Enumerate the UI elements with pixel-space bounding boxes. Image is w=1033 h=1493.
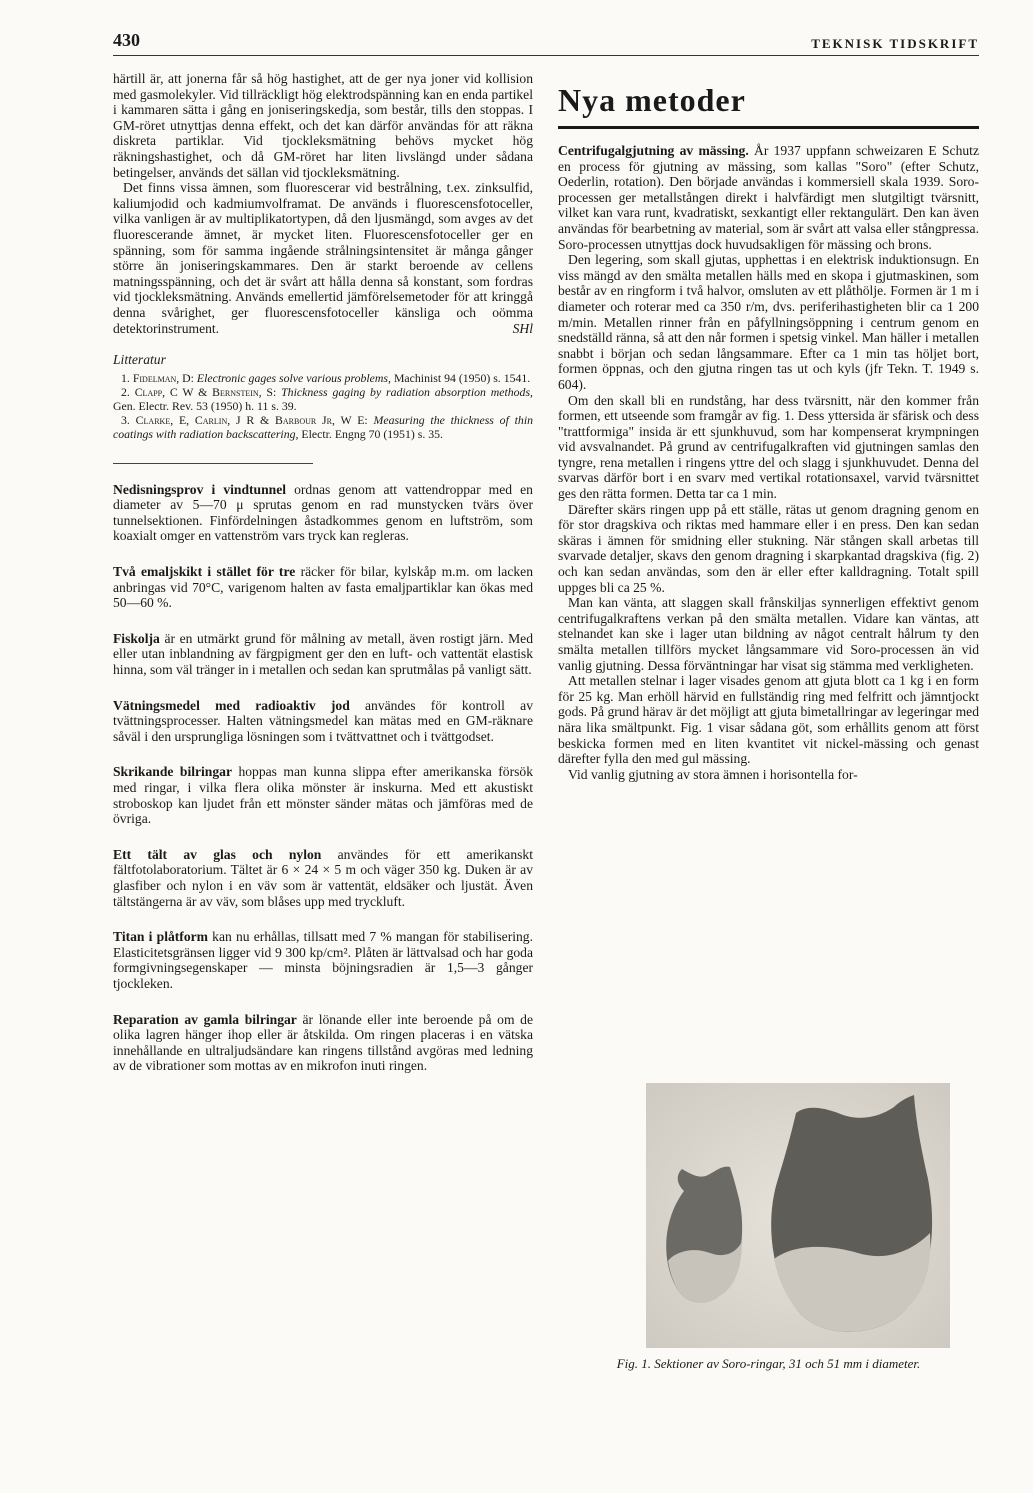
reference-item: 1. Fidelman, D: Electronic gages solve various problems, Machinist 94 (1950) s. 1541. bbox=[121, 370, 531, 385]
soro-rings-illustration bbox=[646, 1083, 950, 1348]
body-paragraph: Att metallen stelnar i lager visades genom att gjuta blott ca 1 kg i en form för 25 kg. Man erhöll härvid en fullständig ring med felfritt och jämntjockt gods. På grund härav är det möjligt att gjuta bimetallringar av legeringar med nära lika smältpunkt. Fig. 1 visar sådana göt, som erhållits genom att först beskicka formen med en liten kvantitet vit nickel-mässing och genast därefter fylla den med gul mässing. bbox=[558, 673, 979, 767]
news-item: Nedisningsprov i vindtunnel ordnas genom att vattendroppar med en diameter av 5—70 μ sprutas genom en rad munstycken tvärs över tunnelsektionen. Finfördelningen åstadkommes genom en luftström, som koaxialt omger en vattenström vars tryck kan regleras. bbox=[113, 481, 533, 544]
body-paragraph: Man kan vänta, att slaggen skall frånskiljas synnerligen effektivt genom centrifugalkraftens verkan på den smälta metallen. Vidare kan väntas, att stelnandet kan ske i lager utan bildning av något centralt hålrum ty den smälta metallen tillförs mycket långsammare vid Soro-processen än vid vanlig gjutning. Dessa förväntningar har visat sig stämma med verkligheten. bbox=[558, 595, 979, 673]
author-signature: SHl bbox=[512, 320, 533, 336]
body-paragraph: Den legering, som skall gjutas, upphettas i en elektrisk induktionsugn. En viss mängd av den smälta metallen hälls med en skopa i gjutmaskinen, som består av en ringform i två halvor, omsluten av ett plåthölje. Formen är 1 m i diameter och roterar med ca 350 r/m, dvs. periferihastigheten blir ca 1 200 m/min. Metallen rinner från en påfyllningsöppning i centrum genom en snedställd ränna, så att den når formen i spetsig vinkel. Man häller i metallen snabbt i början och sedan långsammare. Efter ca 1 min tas höljet bort, formen öppnas, och den gjutna ringen tas ut och kyls (jfr Tekn. T. 1949 s. 604). bbox=[558, 252, 979, 392]
news-item: Fiskolja är en utmärkt grund för målning av metall, även rostigt järn. Med eller utan inblandning av färgpigment ger den en luft- och vattentät elastisk hinna, som väl tränger in i metallen och sedan kan sprutmålas på vanligt sätt. bbox=[113, 630, 533, 678]
section-title: Nya metoder bbox=[558, 82, 746, 118]
news-item: Två emaljskikt i stället för tre räcker för bilar, kylskåp m.m. om lacken anbringas vid 70°C, varigenom halten av fasta emaljpartiklar kan ökas med 50—60 %. bbox=[113, 564, 533, 611]
news-item: Ett tält av glas och nylon användes för ett amerikanskt fältfotolaboratorium. Tältet är 6 × 24 × 5 m och väger 350 kg. Duken är av glasfiber och nylon i en väv som är vattentät, eldsäker och ljustät. Även tältstängerna är av väv, som blåses upp med tryckluft. bbox=[113, 846, 533, 909]
journal-title: TEKNISK TIDSKRIFT bbox=[811, 36, 979, 51]
right-column bbox=[558, 82, 979, 782]
figure-caption: Fig. 1. Sektioner av Soro-ringar, 31 och 51 mm i diameter. bbox=[616, 1356, 921, 1371]
reference-item: 2. Clapp, C W & Bernstein, S: Thickness gaging by radiation absorption methods, Gen. Electr. Rev. 53 (1950) h. 11 s. 39. bbox=[113, 384, 533, 413]
lead-paragraph: Centrifugalgjutning av mässing. År 1937 uppfann schweizaren E Schutz en process för gjutning av mässing, som kallas "Soro" (efter Schutz, Oederlin, rotation). Den började användas i kommersiell skala 1939. Soro-processen ger metallstången direkt i halvfärdigt men slutgiltigt tvärsnitt, vilket kan vara runt, kvadratiskt, sexkantigt eller rektangulärt. Den kan även användas för bearbetning av material, som är svårt att valsa eller stångpressa. Soro-processen utnyttjas dock huvudsakligen för mässing och brons. bbox=[558, 143, 979, 252]
body-paragraph: Om den skall bli en rundstång, har dess tvärsnitt, när den kommer från formen, ett utseende som framgår av fig. 1. Dess yttersida är sfärisk och dess "trattformiga" insida är ett sjunkhuvud, som har kompenserat krympningen vid avsvalnandet. På grund av centrifugalkraften vid gjutningen samlas den tyngre, rena metallen i ringens yttre del och slagg i sjunkhuvudet. Denna del svarvas därför bort i en svarv med vertikal rotationsaxel, varvid tvärsnittet ges den rätta formen. Detta tar ca 1 min. bbox=[558, 392, 979, 502]
left-column bbox=[113, 71, 533, 1094]
figure-photo bbox=[646, 1083, 950, 1348]
news-item: Vätningsmedel med radioaktiv jod användes för kontroll av tvättningsprocesser. Halten vätningsmedel kan mätas med en GM-räknare såväl i den ursprungliga lösningen som i tvättvattnet och i tvättgodset. bbox=[113, 697, 533, 744]
news-item: Skrikande bilringar hoppas man kunna slippa efter amerikanska försök med ringar, i vilka flera olika mönster är inskurna. Med ett akustiskt stroboskop kan ljudet från ett mönster sänder mätas och jämföras med de övriga. bbox=[113, 764, 533, 827]
body-paragraph: Det finns vissa ämnen, som fluorescerar vid bestrålning, t.ex. zinksulfid, kaliumjodid och kadmiumvolframat. De används i fluorescensfotoceller, vilka vanligen är av multiplikatortypen, då den ljusmängd, som avges av det fluorescerande ämnet, är mycket liten. Fluorescensfotoceller ger en spänning, som för samma ingående strålningsintensitet är många gånger större än joniseringskammares. Den är starkt beroende av cellens matningsspänning, och det är svårt att hålla denna så konstant, som fordras vid tjockleksmätning. Används emellertid jämförelsemetoder för att kringgå denna svårighet, ger fluorescensfotoceller känsliga och oömma detektorinstrument. SHl bbox=[113, 180, 533, 336]
reference-item: 3. Clarke, E, Carlin, J R & Barbour Jr, W E: Measuring the thickness of thin coatings with radiation backscattering, Electr. Engng 70 (1951) s. 35. bbox=[113, 412, 533, 441]
news-item: Titan i plåtform kan nu erhållas, tillsatt med 7 % mangan för stabilisering. Elasticitetsgränsen ligger vid 9 300 kp/cm². Plåten är lättvalsad och har goda formgivningsegenskaper — minsta böjningsradien är 1,5—3 gånger tjockleken. bbox=[113, 929, 533, 991]
body-paragraph: Därefter skärs ringen upp på ett ställe, rätas ut genom dragning genom en för stor dragskiva och riktas med hammare eller i en press. Den kan sedan skäras i ämnen för smidning eller stukning. När stången skall arbetas till svarvade detaljer, skavs den genom dragning i skarpkantad dragskiva (fig. 2) och kan sedan användas, som den är eller efter kalldragning. Totalt spill uppges bli ca 25 %. bbox=[558, 501, 979, 595]
literature-heading: Litteratur bbox=[113, 352, 166, 368]
header-rule bbox=[113, 55, 979, 56]
body-paragraph: härtill är, att jonerna får så hög hastighet, att de ger nya joner vid kollision med gasmolekyler. Vid tillräckligt hög elektrodspänning kan en enda partikel i kammaren sätta i gång en joniseringskedja, som består, tills den stoppas. I GM-röret utnyttjas denna effekt, och det kan därför användas för att räkna diskreta partiklar. Vid tjockleksmätning behövs mycket hög räkningshastighet, och då GM-röret har liten livslängd under sådana betingelser, används det sällan vid tjockleksmätning. bbox=[113, 71, 533, 180]
section-divider bbox=[113, 463, 313, 464]
body-paragraph: Vid vanlig gjutning av stora ämnen i horisontella for- bbox=[568, 766, 858, 782]
section-title-rule bbox=[558, 126, 979, 129]
page-number: 430 bbox=[113, 30, 140, 50]
news-item: Reparation av gamla bilringar är lönande eller inte beroende på om de olika lagren hänger ihop eller är åtskilda. Om ringen placeras i en vätska innehållande en ultraljudsändare kan ringens tillstånd avgöras med ledning av de vibrationer som mottas av en mikrofon inuti ringen. bbox=[113, 1011, 533, 1074]
